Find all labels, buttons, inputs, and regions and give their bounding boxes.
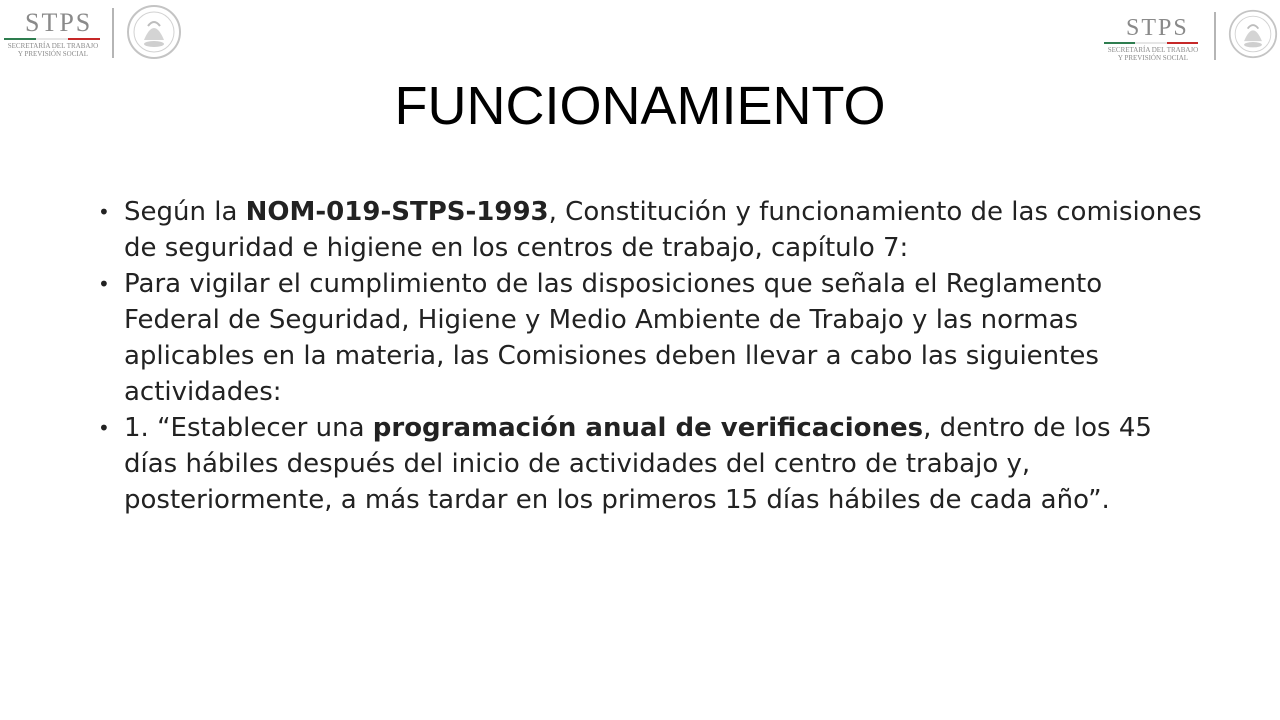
bullet-list [96,194,1206,518]
emphasis-text: programación anual de verificaciones [372,413,924,443]
national-seal-icon [1228,6,1278,62]
national-seal-icon [126,2,182,62]
bullet-item: • 1. “Establecer una programación anual de verificaciones, dentro de los 45 días hábiles después del inicio de actividades del centro de trabajo y, posteriormente, a más tardar en los primeros 15 días hábiles de cada año”. [96,410,1206,518]
slide-body [96,194,1206,518]
logo-text: STPS [1126,15,1189,41]
stps-logo-left [0,0,200,66]
flag-stripe [1104,42,1198,44]
logo-divider [112,8,114,58]
logo-divider [1214,12,1216,60]
stps-logo-right [1100,0,1280,66]
logo-text: STPS [25,8,93,37]
logo-subtitle: SECRETARÍA DEL TRABAJO Y PREVISIÓN SOCIAL [7,42,99,58]
bullet-item: • Para vigilar el cumplimiento de las disposiciones que señala el Reglamento Federal de Seguridad, Higiene y Medio Ambiente de Trabajo y las normas aplicables en la materia, las Comisiones deben llevar a cabo las siguientes actividades: [96,266,1206,410]
bullet-icon: • [98,272,110,296]
bullet-icon: • [98,416,110,440]
bullet-item: • Según la NOM-019-STPS-1993, Constitución y funcionamiento de las comisiones de seguridad e higiene en los centros de trabajo, capítulo 7: [96,194,1206,266]
bullet-icon: • [98,200,110,224]
logo-subtitle: SECRETARÍA DEL TRABAJO Y PREVISIÓN SOCIAL [1107,46,1199,62]
flag-stripe [4,38,100,40]
norm-reference: NOM-019-STPS-1993 [245,197,549,227]
slide-title: FUNCIONAMIENTO [394,76,886,136]
